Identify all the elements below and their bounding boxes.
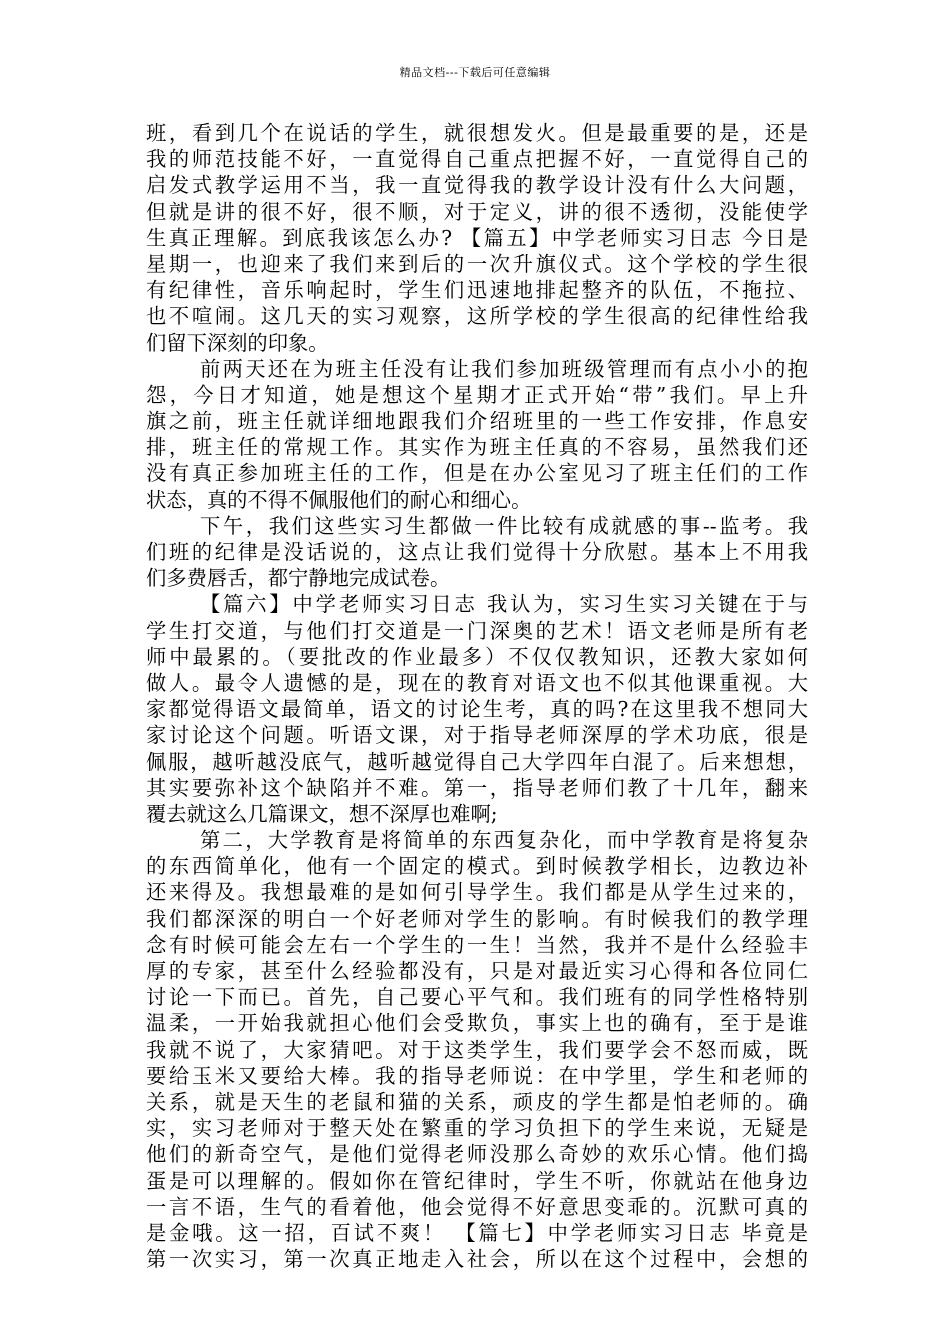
text-line: 生真正理解。到底我该怎么办? 【篇五】中学老师实习日志 今日是 bbox=[146, 225, 808, 250]
text-line: 温柔，一开始我就担心他们会受欺负，事实上也的确有，至于是谁 bbox=[146, 1011, 808, 1036]
text-line: 念有时候可能会左右一个学生的一生！当然，我并不是什么经验丰 bbox=[146, 932, 808, 957]
text-line: 没有真正参加班主任的工作，但是在办公室见习了班主任们的工作 bbox=[146, 461, 808, 486]
text-line: 启发式教学运用不当，我一直觉得我的教学设计没有什么大问题， bbox=[146, 173, 808, 198]
text-line: 旗之前，班主任就详细地跟我们介绍班里的一些工作安排，作息安 bbox=[146, 409, 808, 434]
text-line: 一言不语，生气的看着他，他会觉得不好意思变乖的。沉默可真的 bbox=[146, 1194, 808, 1219]
text-line: 师中最累的。（要批改的作业最多）不仅仅教知识，还教大家如何 bbox=[146, 644, 808, 669]
text-line: 实，实习老师对于整天处在繁重的学习负担下的学生来说，无疑是 bbox=[146, 1116, 808, 1141]
text-line: 但就是讲的很不好，很不顺，对于定义，讲的很不透彻，没能使学 bbox=[146, 199, 808, 224]
text-line: 我们都深深的明白一个好老师对学生的影响。有时候我们的教学理 bbox=[146, 906, 808, 931]
text-line: 状态，真的不得不佩服他们的耐心和细心。 bbox=[146, 487, 532, 512]
text-line: 们多费唇舌，都宁静地完成试卷。 bbox=[146, 566, 451, 591]
text-line: 家讨论这个问题。听语文课，对于指导老师深厚的学术功底，很是 bbox=[146, 723, 808, 748]
text-line: 讨论一下而已。首先，自己要心平气和。我们班有的同学性格特别 bbox=[146, 985, 808, 1010]
text-line: 其实要弥补这个缺陷并不难。第一，指导老师们教了十几年，翻来 bbox=[146, 775, 808, 800]
text-line: 学生打交道，与他们打交道是一门深奥的艺术！语文老师是所有老 bbox=[146, 618, 808, 643]
text-line: 有纪律性，音乐响起时，学生们迅速地排起整齐的队伍，不拖拉、 bbox=[146, 278, 808, 303]
text-line: 厚的专家，甚至什么经验都没有，只是对最近实习心得和各位同仁 bbox=[146, 959, 808, 983]
text-line: 【篇六】中学老师实习日志 我认为，实习生实习关键在于与 bbox=[200, 592, 808, 617]
text-line: 还来得及。我想最难的是如何引导学生。我们都是从学生过来的， bbox=[146, 880, 808, 905]
text-line: 做人。最令人遗憾的是，现在的教育对语文也不似其他课重视。大 bbox=[146, 670, 808, 695]
text-line: 关系，就是天生的老鼠和猫的关系，顽皮的学生都是怕老师的。确 bbox=[146, 1089, 808, 1114]
text-line: 覆去就这么几篇课文，想不深厚也难啊; bbox=[146, 801, 498, 826]
text-line: 要给玉米又要给大棒。我的指导老师说：在中学里，学生和老师的 bbox=[146, 1063, 808, 1088]
text-line: 佩服，越听越没底气，越听越觉得自己大学四年白混了。后来想想， bbox=[146, 749, 808, 774]
text-line: 下午，我们这些实习生都做一件比较有成就感的事--监考。我 bbox=[200, 513, 808, 538]
document-body bbox=[146, 120, 808, 1272]
text-line: 也不喧闹。这几天的实习观察，这所学校的学生很高的纪律性给我 bbox=[146, 304, 808, 329]
text-line: 我的师范技能不好，一直觉得自己重点把握不好，一直觉得自己的 bbox=[146, 147, 808, 172]
text-line: 怨，今日才知道，她是想这个星期才正式开始“带”我们。早上升 bbox=[146, 382, 808, 407]
page-header: 精品文档---下载后可任意编辑 bbox=[399, 66, 551, 79]
text-line: 们留下深刻的印象。 bbox=[146, 330, 329, 355]
text-line: 第一次实习，第一次真正地走入社会，所以在这个过程中，会想的 bbox=[146, 1247, 808, 1272]
text-line: 家都觉得语文最简单，语文的讨论生考，真的吗?在这里我不想同大 bbox=[146, 697, 808, 722]
text-line: 的东西简单化，他有一个固定的模式。到时候教学相长，边教边补 bbox=[146, 854, 808, 879]
text-line: 第二，大学教育是将简单的东西复杂化，而中学教育是将复杂 bbox=[200, 828, 808, 853]
text-line: 我就不说了，大家猜吧。对于这类学生，我们要学会不怒而威，既 bbox=[146, 1037, 808, 1062]
text-line: 前两天还在为班主任没有让我们参加班级管理而有点小小的抱 bbox=[200, 356, 808, 381]
text-line: 是金哦。这一招，百试不爽！ 【篇七】中学老师实习日志 毕竟是 bbox=[146, 1220, 808, 1245]
text-line: 星期一，也迎来了我们来到后的一次升旗仪式。这个学校的学生很 bbox=[146, 251, 808, 276]
text-line: 蛋是可以理解的。假如你在管纪律时，学生不听，你就站在他身边 bbox=[146, 1168, 808, 1193]
text-line: 们班的纪律是没话说的，这点让我们觉得十分欣慰。基本上不用我 bbox=[146, 540, 808, 564]
text-line: 班，看到几个在说话的学生，就很想发火。但是最重要的是，还是 bbox=[146, 121, 808, 145]
text-line: 他们的新奇空气，是他们觉得老师没那么奇妙的欢乐心情。他们捣 bbox=[146, 1142, 808, 1167]
text-line: 排，班主任的常规工作。其实作为班主任真的不容易，虽然我们还 bbox=[146, 435, 808, 460]
